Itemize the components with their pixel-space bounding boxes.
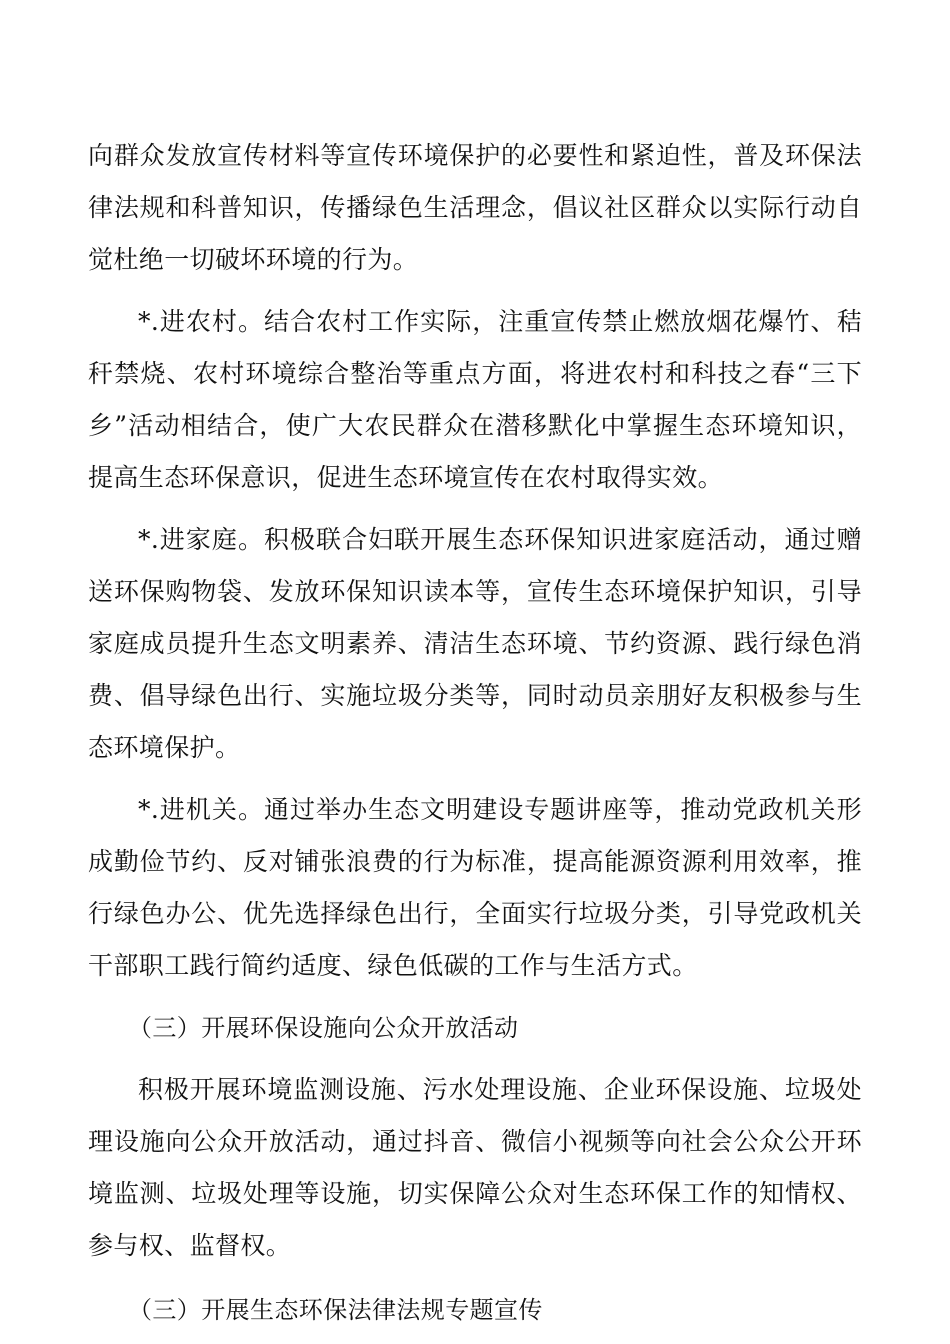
paragraph-gap (88, 774, 862, 784)
paragraph-gap (88, 1272, 862, 1284)
paragraph-gap (88, 504, 862, 514)
paragraph-rural: *.进农村。结合农村工作实际，注重宣传禁止燃放烟花爆竹、秸秆禁烧、农村环境综合整治等重点方面，将进农村和科技之春“三下乡”活动相结合，使广大农民群众在潜移默化中掌握生态环境知识，提高生态环保意识，促进生态环境宣传在农村取得实效。 (88, 307, 862, 492)
paragraph-agencies: *.进机关。通过举办生态文明建设专题讲座等，推动党政机关形成勤俭节约、反对铺张浪费的行为标准，提高能源资源利用效率，推行绿色办公、优先选择绿色出行，全面实行垃圾分类，引导党政机关干部职工践行简约适度、绿色低碳的工作与生活方式。 (88, 795, 862, 980)
paragraph-facilities: 积极开展环境监测设施、污水处理设施、企业环保设施、垃圾处理设施向公众开放活动，通过抖音、微信小视频等向社会公众公开环境监测、垃圾处理等设施，切实保障公众对生态环保工作的知情权、参与权、监督权。 (88, 1075, 862, 1260)
paragraph-gap (88, 286, 862, 296)
section-heading-facilities: （三）开展环保设施向公众开放活动 (128, 1014, 519, 1042)
paragraph-gap (88, 1054, 862, 1064)
paragraph-intro: 向群众发放宣传材料等宣传环境保护的必要性和紧迫性，普及环保法律法规和科普知识，传播绿色生活理念，倡议社区群众以实际行动自觉杜绝一切破坏环境的行为。 (88, 141, 862, 274)
document-body (88, 130, 862, 1336)
paragraph-gap (88, 992, 862, 1002)
paragraph-family: *.进家庭。积极联合妇联开展生态环保知识进家庭活动，通过赠送环保购物袋、发放环保知识读本等，宣传生态环境保护知识，引导家庭成员提升生态文明素养、清洁生态环境、节约资源、践行绿色消费、倡导绿色出行、实施垃圾分类等，同时动员亲朋好友积极参与生态环境保护。 (88, 525, 862, 762)
section-heading-law: （三）开展生态环保法律法规专题宣传 (128, 1296, 543, 1324)
